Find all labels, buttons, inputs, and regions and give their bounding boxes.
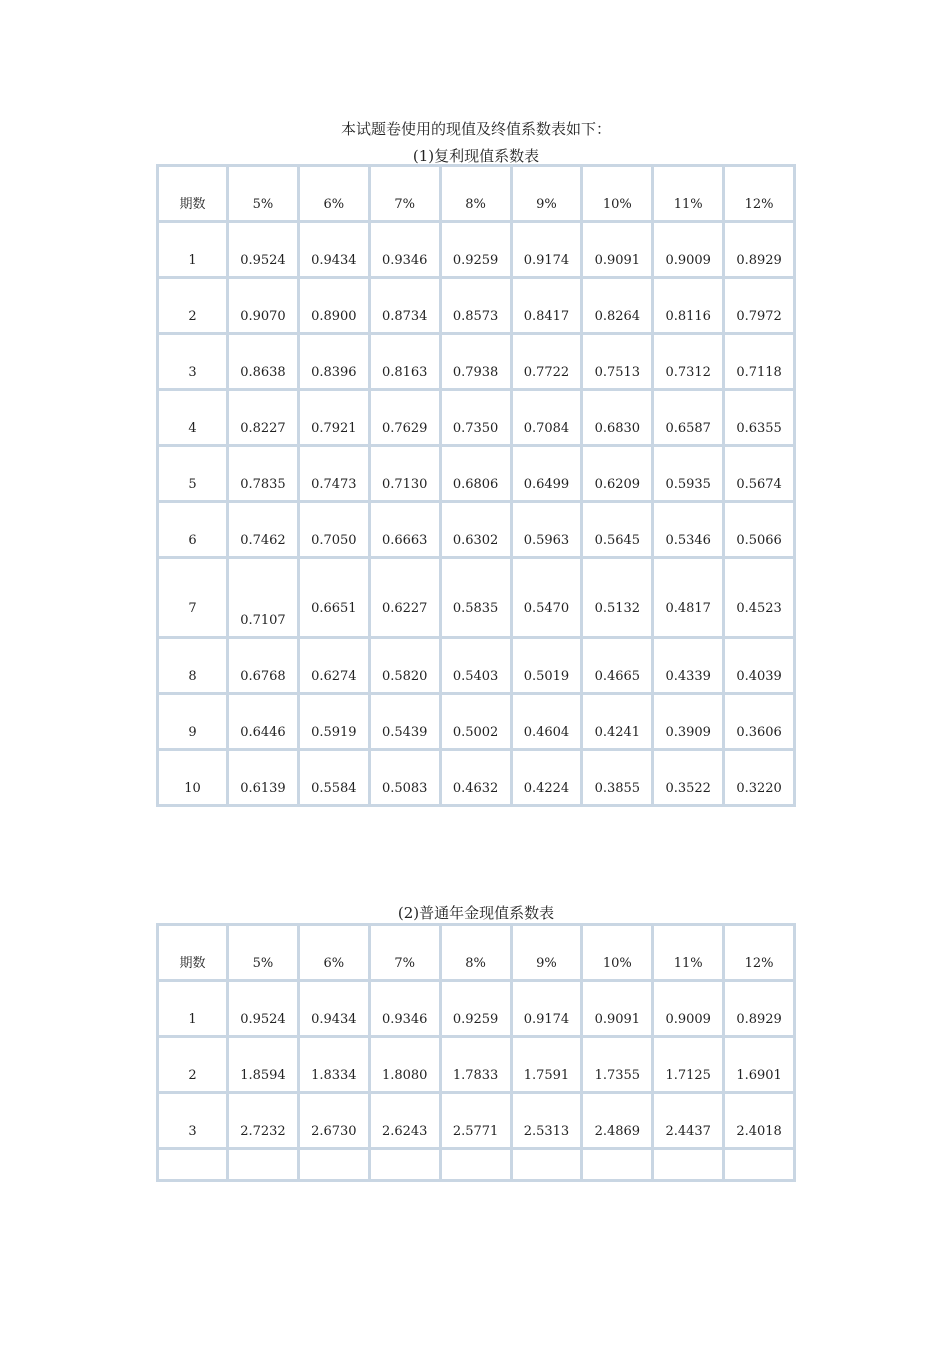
coefficient-cell: 0.6806 <box>440 446 511 502</box>
coefficient-cell: 1.8594 <box>228 1037 299 1093</box>
coefficient-cell: 0.9524 <box>228 981 299 1037</box>
coefficient-cell <box>511 1149 582 1181</box>
coefficient-cell: 0.7972 <box>724 278 795 334</box>
period-cell: 8 <box>158 638 228 694</box>
coefficient-cell: 0.6274 <box>298 638 369 694</box>
coefficient-cell: 0.8116 <box>653 278 724 334</box>
coefficient-cell: 0.9091 <box>582 981 653 1037</box>
coefficient-cell: 0.6446 <box>228 694 299 750</box>
rate-header: 12% <box>724 166 795 222</box>
coefficient-cell: 0.5002 <box>440 694 511 750</box>
coefficient-cell: 0.9174 <box>511 981 582 1037</box>
rate-header: 9% <box>511 925 582 981</box>
coefficient-cell: 0.4339 <box>653 638 724 694</box>
period-cell: 10 <box>158 750 228 806</box>
period-cell <box>158 1149 228 1181</box>
rate-header: 9% <box>511 166 582 222</box>
table-row <box>158 750 795 806</box>
coefficient-cell: 0.4039 <box>724 638 795 694</box>
coefficient-cell: 0.6651 <box>298 558 369 638</box>
period-cell: 2 <box>158 278 228 334</box>
rate-header: 5% <box>228 166 299 222</box>
coefficient-cell: 0.5919 <box>298 694 369 750</box>
coefficient-cell: 1.7125 <box>653 1037 724 1093</box>
coefficient-cell: 1.6901 <box>724 1037 795 1093</box>
coefficient-cell: 2.5771 <box>440 1093 511 1149</box>
coefficient-cell <box>582 1149 653 1181</box>
rate-header: 11% <box>653 925 724 981</box>
coefficient-cell: 0.7084 <box>511 390 582 446</box>
table-row <box>158 1093 795 1149</box>
coefficient-cell <box>369 1149 440 1181</box>
coefficient-cell: 0.7462 <box>228 502 299 558</box>
table-row <box>158 981 795 1037</box>
coefficient-cell: 0.8638 <box>228 334 299 390</box>
period-header: 期数 <box>158 166 228 222</box>
coefficient-cell: 0.6663 <box>369 502 440 558</box>
coefficient-cell: 0.7130 <box>369 446 440 502</box>
coefficient-cell: 0.5346 <box>653 502 724 558</box>
period-cell: 1 <box>158 222 228 278</box>
coefficient-cell: 0.9524 <box>228 222 299 278</box>
coefficient-cell: 0.9070 <box>228 278 299 334</box>
compound-present-value-table <box>156 164 796 807</box>
coefficient-cell: 0.5439 <box>369 694 440 750</box>
coefficient-cell: 2.5313 <box>511 1093 582 1149</box>
rate-header: 5% <box>228 925 299 981</box>
coefficient-cell: 2.4437 <box>653 1093 724 1149</box>
coefficient-cell: 2.4018 <box>724 1093 795 1149</box>
rate-header: 10% <box>582 166 653 222</box>
coefficient-cell: 0.9174 <box>511 222 582 278</box>
coefficient-cell: 1.8080 <box>369 1037 440 1093</box>
coefficient-cell: 0.9434 <box>298 981 369 1037</box>
coefficient-cell: 0.4224 <box>511 750 582 806</box>
coefficient-cell: 0.4665 <box>582 638 653 694</box>
rate-header: 7% <box>369 925 440 981</box>
coefficient-cell: 0.9009 <box>653 981 724 1037</box>
coefficient-cell: 0.5132 <box>582 558 653 638</box>
rate-header: 11% <box>653 166 724 222</box>
table-row <box>158 446 795 502</box>
coefficient-cell: 0.5674 <box>724 446 795 502</box>
coefficient-cell: 0.6768 <box>228 638 299 694</box>
coefficient-cell: 0.5963 <box>511 502 582 558</box>
coefficient-cell: 2.6243 <box>369 1093 440 1149</box>
coefficient-cell: 0.7722 <box>511 334 582 390</box>
rate-header: 10% <box>582 925 653 981</box>
period-cell: 4 <box>158 390 228 446</box>
coefficient-cell: 0.3606 <box>724 694 795 750</box>
coefficient-cell <box>724 1149 795 1181</box>
header-row <box>158 166 795 222</box>
table-row <box>158 222 795 278</box>
coefficient-cell <box>440 1149 511 1181</box>
coefficient-cell: 0.6587 <box>653 390 724 446</box>
coefficient-cell: 2.4869 <box>582 1093 653 1149</box>
coefficient-cell: 0.8396 <box>298 334 369 390</box>
coefficient-cell: 0.5403 <box>440 638 511 694</box>
coefficient-cell: 0.6355 <box>724 390 795 446</box>
rate-header: 6% <box>298 925 369 981</box>
table2-title: (2)普通年金现值系数表 <box>397 904 555 922</box>
coefficient-cell: 0.9346 <box>369 222 440 278</box>
table-row <box>158 694 795 750</box>
coefficient-cell <box>298 1149 369 1181</box>
coefficient-cell: 0.7118 <box>724 334 795 390</box>
coefficient-cell <box>228 1149 299 1181</box>
coefficient-cell: 0.3855 <box>582 750 653 806</box>
rate-header: 8% <box>440 166 511 222</box>
coefficient-cell: 0.5019 <box>511 638 582 694</box>
coefficient-cell: 0.6227 <box>369 558 440 638</box>
coefficient-cell: 0.7921 <box>298 390 369 446</box>
period-cell: 7 <box>158 558 228 638</box>
coefficient-cell: 0.8900 <box>298 278 369 334</box>
coefficient-cell: 2.7232 <box>228 1093 299 1149</box>
coefficient-cell: 0.8417 <box>511 278 582 334</box>
coefficient-cell: 0.3522 <box>653 750 724 806</box>
rate-header: 6% <box>298 166 369 222</box>
table-row <box>158 390 795 446</box>
coefficient-cell: 0.5835 <box>440 558 511 638</box>
coefficient-cell: 0.9434 <box>298 222 369 278</box>
rate-header: 12% <box>724 925 795 981</box>
table-row <box>158 558 795 638</box>
coefficient-cell: 0.7513 <box>582 334 653 390</box>
coefficient-cell: 0.7835 <box>228 446 299 502</box>
coefficient-cell: 0.4523 <box>724 558 795 638</box>
table-row <box>158 278 795 334</box>
period-cell: 3 <box>158 334 228 390</box>
rate-header: 8% <box>440 925 511 981</box>
period-cell: 3 <box>158 1093 228 1149</box>
table1-title: (1)复利现值系数表 <box>412 147 540 165</box>
period-cell: 5 <box>158 446 228 502</box>
coefficient-cell: 0.5645 <box>582 502 653 558</box>
table-row <box>158 334 795 390</box>
period-cell: 1 <box>158 981 228 1037</box>
period-cell: 9 <box>158 694 228 750</box>
coefficient-cell: 0.7350 <box>440 390 511 446</box>
coefficient-cell: 0.5584 <box>298 750 369 806</box>
table-row <box>158 1149 795 1181</box>
coefficient-cell: 0.9259 <box>440 222 511 278</box>
table-row <box>158 502 795 558</box>
annuity-present-value-table <box>156 923 796 1182</box>
coefficient-cell: 0.3909 <box>653 694 724 750</box>
coefficient-cell: 0.6139 <box>228 750 299 806</box>
coefficient-cell: 2.6730 <box>298 1093 369 1149</box>
coefficient-cell: 0.7938 <box>440 334 511 390</box>
period-cell: 2 <box>158 1037 228 1093</box>
coefficient-cell: 0.5470 <box>511 558 582 638</box>
coefficient-cell: 0.7050 <box>298 502 369 558</box>
coefficient-cell: 0.4241 <box>582 694 653 750</box>
coefficient-cell: 0.4604 <box>511 694 582 750</box>
coefficient-cell: 0.8929 <box>724 981 795 1037</box>
coefficient-cell: 0.7312 <box>653 334 724 390</box>
coefficient-cell: 0.8163 <box>369 334 440 390</box>
coefficient-cell: 0.5820 <box>369 638 440 694</box>
coefficient-cell: 0.7629 <box>369 390 440 446</box>
coefficient-cell: 0.8929 <box>724 222 795 278</box>
coefficient-cell: 0.7107 <box>228 558 299 638</box>
coefficient-cell: 0.6209 <box>582 446 653 502</box>
coefficient-cell: 0.9091 <box>582 222 653 278</box>
coefficient-cell: 0.4817 <box>653 558 724 638</box>
coefficient-cell <box>653 1149 724 1181</box>
rate-header: 7% <box>369 166 440 222</box>
coefficient-cell: 0.9259 <box>440 981 511 1037</box>
period-header: 期数 <box>158 925 228 981</box>
coefficient-cell: 0.6499 <box>511 446 582 502</box>
coefficient-cell: 0.8264 <box>582 278 653 334</box>
coefficient-cell: 0.8734 <box>369 278 440 334</box>
coefficient-cell: 1.8334 <box>298 1037 369 1093</box>
coefficient-cell: 0.3220 <box>724 750 795 806</box>
intro-text: 本试题卷使用的现值及终值系数表如下： <box>340 120 611 138</box>
period-cell: 6 <box>158 502 228 558</box>
table-row <box>158 638 795 694</box>
header-row <box>158 925 795 981</box>
coefficient-cell: 0.4632 <box>440 750 511 806</box>
coefficient-cell: 0.6830 <box>582 390 653 446</box>
table-row <box>158 1037 795 1093</box>
coefficient-cell: 1.7833 <box>440 1037 511 1093</box>
coefficient-cell: 0.5066 <box>724 502 795 558</box>
coefficient-cell: 0.5935 <box>653 446 724 502</box>
coefficient-cell: 0.9346 <box>369 981 440 1037</box>
coefficient-cell: 0.8573 <box>440 278 511 334</box>
coefficient-cell: 0.8227 <box>228 390 299 446</box>
coefficient-cell: 0.6302 <box>440 502 511 558</box>
coefficient-cell: 0.5083 <box>369 750 440 806</box>
coefficient-cell: 0.9009 <box>653 222 724 278</box>
coefficient-cell: 1.7355 <box>582 1037 653 1093</box>
coefficient-cell: 0.7473 <box>298 446 369 502</box>
coefficient-cell: 1.7591 <box>511 1037 582 1093</box>
